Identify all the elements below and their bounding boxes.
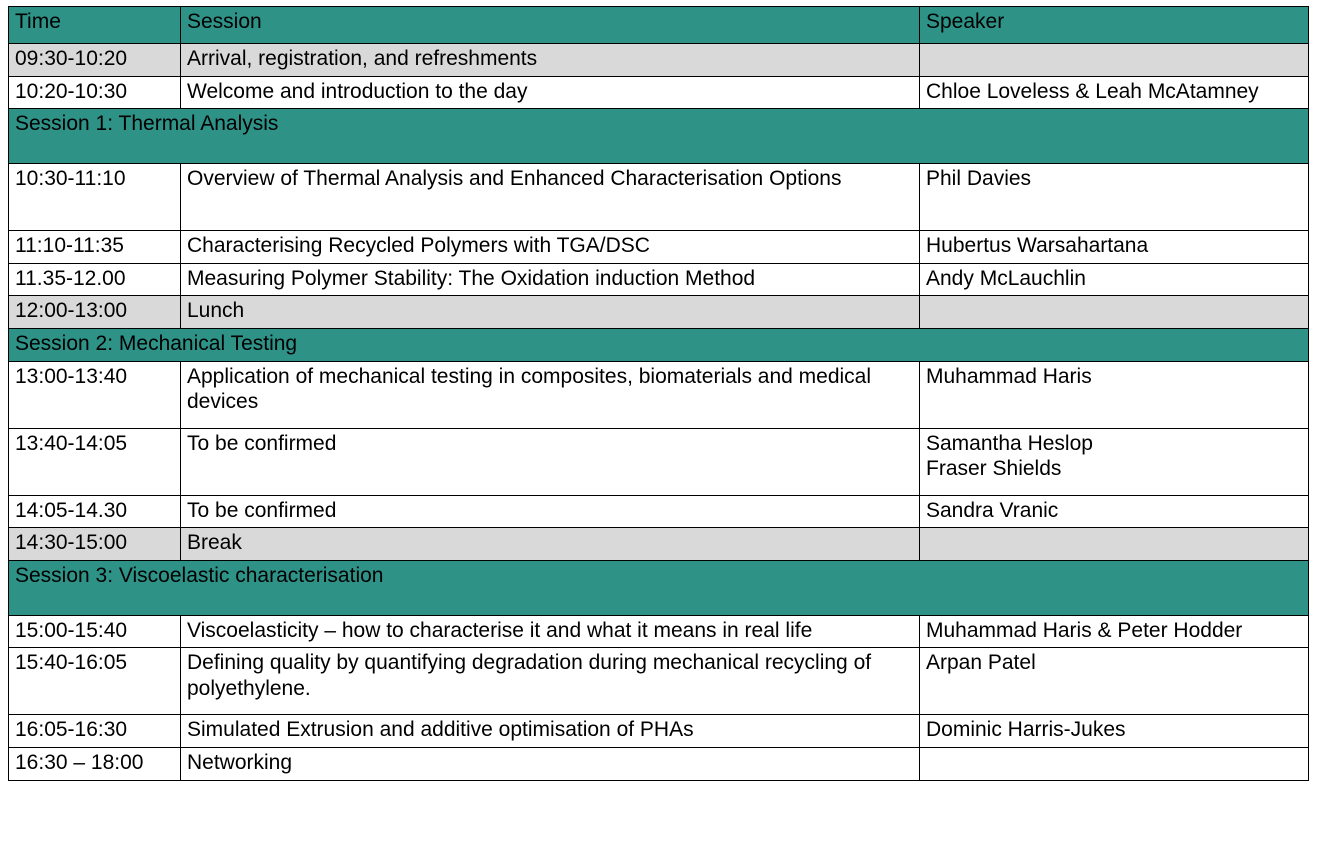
cell-session: Measuring Polymer Stability: The Oxidation induction Method: [181, 263, 920, 296]
cell-speaker: Arpan Patel: [920, 648, 1309, 715]
cell-session: To be confirmed: [181, 428, 920, 495]
cell-speaker: [920, 296, 1309, 329]
session-banner-row: [9, 329, 1309, 362]
cell-time: 12:00-13:00: [9, 296, 181, 329]
session-banner-label: Session 3: Viscoelastic characterisation: [9, 560, 1309, 615]
cell-speaker: Dominic Harris-Jukes: [920, 715, 1309, 748]
cell-speaker: Phil Davies: [920, 164, 1309, 231]
cell-time: 15:40-16:05: [9, 648, 181, 715]
table-row: [9, 648, 1309, 715]
table-row: [9, 495, 1309, 528]
cell-speaker: [920, 528, 1309, 561]
speaker-name: Samantha Heslop: [926, 431, 1093, 455]
cell-session: Break: [181, 528, 920, 561]
cell-session: Characterising Recycled Polymers with TGA/DSC: [181, 231, 920, 264]
cell-time: 10:30-11:10: [9, 164, 181, 231]
session-banner-row: [9, 560, 1309, 615]
cell-time: 09:30-10:20: [9, 44, 181, 77]
table-row: [9, 296, 1309, 329]
cell-time: 14:30-15:00: [9, 528, 181, 561]
cell-session: Defining quality by quantifying degradation during mechanical recycling of polyethylene.: [181, 648, 920, 715]
cell-time: 13:00-13:40: [9, 361, 181, 428]
cell-time: 13:40-14:05: [9, 428, 181, 495]
cell-speaker: [920, 748, 1309, 781]
session-banner-label: Session 2: Mechanical Testing: [9, 329, 1309, 362]
cell-session: To be confirmed: [181, 495, 920, 528]
cell-speaker: [920, 44, 1309, 77]
cell-session: Welcome and introduction to the day: [181, 76, 920, 109]
session-banner-row: [9, 109, 1309, 164]
cell-time: 15:00-15:40: [9, 615, 181, 648]
column-header-time: Time: [9, 7, 181, 44]
cell-speaker: Sandra Vranic: [920, 495, 1309, 528]
table-row: [9, 615, 1309, 648]
column-header-session: Session: [181, 7, 920, 44]
cell-speaker: Andy McLauchlin: [920, 263, 1309, 296]
agenda-table: [8, 6, 1309, 781]
cell-speaker: Hubertus Warsahartana: [920, 231, 1309, 264]
cell-time: 14:05-14.30: [9, 495, 181, 528]
table-row: [9, 44, 1309, 77]
cell-time: 11:10-11:35: [9, 231, 181, 264]
table-row: [9, 263, 1309, 296]
table-row: [9, 231, 1309, 264]
cell-time: 10:20-10:30: [9, 76, 181, 109]
table-header-row: [9, 7, 1309, 44]
table-row: [9, 748, 1309, 781]
table-row: [9, 76, 1309, 109]
table-row: [9, 528, 1309, 561]
cell-time: 16:30 – 18:00: [9, 748, 181, 781]
cell-time: 16:05-16:30: [9, 715, 181, 748]
cell-speaker: [920, 428, 1309, 495]
cell-speaker: Chloe Loveless & Leah McAtamney: [920, 76, 1309, 109]
table-row: [9, 164, 1309, 231]
cell-session: Overview of Thermal Analysis and Enhanced Characterisation Options: [181, 164, 920, 231]
cell-speaker: Muhammad Haris & Peter Hodder: [920, 615, 1309, 648]
column-header-speaker: Speaker: [920, 7, 1309, 44]
session-banner-label: Session 1: Thermal Analysis: [9, 109, 1309, 164]
table-row: [9, 428, 1309, 495]
cell-session: Lunch: [181, 296, 920, 329]
table-row: [9, 715, 1309, 748]
speaker-name-secondary: Fraser Shields: [926, 457, 1062, 481]
cell-time: 11.35-12.00: [9, 263, 181, 296]
cell-speaker: Muhammad Haris: [920, 361, 1309, 428]
cell-session: Simulated Extrusion and additive optimisation of PHAs: [181, 715, 920, 748]
table-row: [9, 361, 1309, 428]
cell-session: Application of mechanical testing in composites, biomaterials and medical devices: [181, 361, 920, 428]
cell-session: Viscoelasticity – how to characterise it and what it means in real life: [181, 615, 920, 648]
cell-session: Arrival, registration, and refreshments: [181, 44, 920, 77]
cell-session: Networking: [181, 748, 920, 781]
